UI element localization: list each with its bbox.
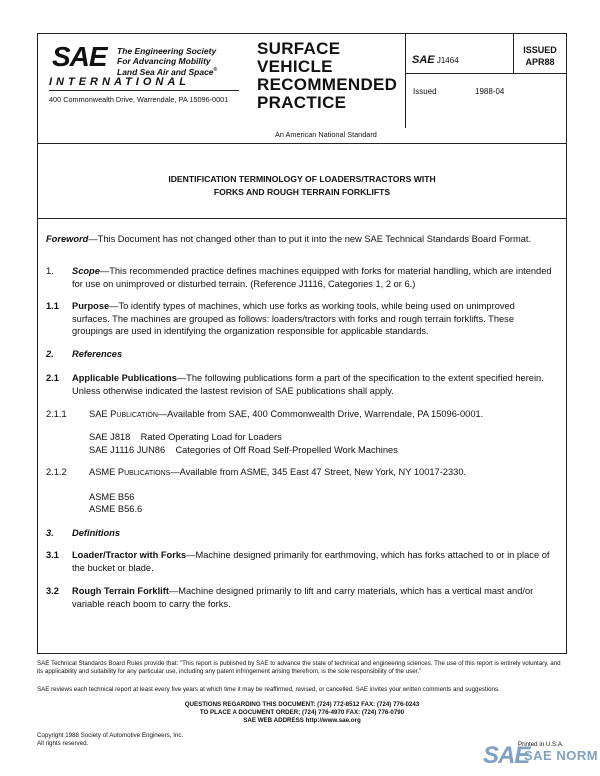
footer-rules-note: SAE Technical Standards Board Rules provide that: "This report is published by SAE to advance the state of technical and engineering sciences. The use of this report is entirely voluntary, and its applicability and suitability for any particular use, including any patent infringement arising therefrom, is the sole responsibility of the user." bbox=[37, 660, 561, 675]
footer-contact bbox=[37, 701, 567, 725]
foreword-paragraph bbox=[46, 233, 552, 246]
def-loader-number: 3.1 bbox=[46, 550, 59, 560]
foreword-text: —This Document has not changed other than to put it into the new SAE Technical Standards Board Format. bbox=[88, 234, 532, 244]
sae-logo-text: SAE bbox=[52, 41, 107, 72]
header-bottom-rule bbox=[37, 143, 567, 144]
sae-ref-j818: SAE J818 Rated Operating Load for Loaders bbox=[89, 432, 282, 442]
issued-code: APR88 bbox=[525, 57, 555, 67]
def-loader-paragraph bbox=[72, 549, 552, 574]
issued-date: 1988-04 bbox=[475, 87, 505, 96]
definitions-number: 3. bbox=[46, 528, 54, 538]
printed-in: Printed in U.S.A. bbox=[518, 741, 564, 748]
def-forklift-text: —Machine designed primarily to lift and carry materials, which has a vertical mast and/or variable reach boom to carry the forks. bbox=[72, 586, 534, 609]
footer-order: TO PLACE A DOCUMENT ORDER; (724) 776-4970 FAX: (724) 776-0790 bbox=[199, 709, 405, 716]
doc-type-line-2: VEHICLE bbox=[257, 57, 333, 76]
watermark-text: SAE NORM bbox=[524, 748, 599, 763]
footer-copyright bbox=[37, 732, 183, 748]
applicable-pubs-paragraph bbox=[72, 372, 552, 397]
title-right-rule bbox=[566, 143, 567, 219]
applicable-pubs-text: —The following publications form a part of the specification to the extent specified herein. Unless otherwise indicated the lastest revision of SAE publications shall apply. bbox=[72, 373, 544, 396]
references-heading: References bbox=[72, 349, 123, 359]
applicable-pubs-number: 2.1 bbox=[46, 373, 59, 383]
footer-web: SAE WEB ADDRESS http://www.sae.org bbox=[243, 717, 361, 724]
document-title bbox=[38, 173, 566, 199]
registered-mark: ® bbox=[213, 67, 218, 73]
doc-type-line-1: SURFACE bbox=[257, 39, 341, 58]
header-left-rule bbox=[37, 33, 38, 144]
tagline-line-2: For Advancing Mobility bbox=[117, 55, 211, 66]
header-right-rule bbox=[566, 33, 567, 144]
scope-label: Scope bbox=[72, 266, 100, 276]
tagline-line-1: The Engineering Society bbox=[117, 46, 217, 56]
asme-pub-text: —Available from ASME, 345 East 47 Street, New York, NY 10017-2330. bbox=[170, 467, 467, 477]
sae-pub-label: SAE Publication bbox=[89, 409, 158, 419]
header-divider-1 bbox=[405, 33, 406, 128]
sae-pub-paragraph bbox=[89, 408, 552, 421]
tagline-line-3: Land Sea Air and Space® bbox=[117, 66, 218, 77]
doc-number-block bbox=[412, 54, 459, 66]
copyright-line: Copyright 1988 Society of Automotive Engineers, Inc. bbox=[37, 732, 184, 739]
footer-questions: QUESTIONS REGARDING THIS DOCUMENT: (724) 772-8512 FAX: (724) 776-0243 bbox=[184, 701, 420, 708]
def-forklift-label: Rough Terrain Forklift bbox=[72, 586, 169, 596]
asme-pub-label: ASME Publications bbox=[89, 467, 171, 477]
purpose-text: —To identify types of machines, which use forks as working tools, while being used on unimproved surfaces. The machines are grouped as follows: loaders/tractors with forks and rough terrain forklifts. These groupings are used in identifying the organization responsible for applicable standards. bbox=[72, 301, 515, 336]
title-line-1: IDENTIFICATION TERMINOLOGY OF LOADERS/TRACTORS WITH bbox=[168, 174, 436, 184]
sae-pub-text: —Available from SAE, 400 Commonwealth Drive, Warrendale, PA 15096-0001. bbox=[157, 409, 484, 419]
doc-type-line-3: RECOMMENDED bbox=[257, 75, 398, 94]
scope-paragraph bbox=[72, 265, 552, 290]
asme-ref-b56: ASME B56 bbox=[89, 492, 135, 502]
footer-review-note: SAE reviews each technical report at least every five years at which time it may be reaffirmed, revised, or cancelled. SAE invites your written comments and suggestions. bbox=[37, 686, 500, 693]
sae-norm-watermark bbox=[483, 742, 600, 776]
body-bottom-rule bbox=[37, 653, 567, 654]
references-number: 2. bbox=[46, 349, 54, 359]
doc-type-line-4: PRACTICE bbox=[257, 93, 347, 112]
title-bottom-rule bbox=[37, 218, 567, 219]
def-loader-label: Loader/Tractor with Forks bbox=[72, 550, 187, 560]
applicable-pubs-label: Applicable Publications bbox=[72, 373, 177, 383]
sae-logo bbox=[52, 41, 107, 73]
sae-tagline bbox=[117, 47, 217, 77]
asme-ref-b566: ASME B56.6 bbox=[89, 504, 143, 514]
title-line-2: FORKS AND ROUGH TERRAIN FORKLIFTS bbox=[213, 187, 391, 197]
issued-label: ISSUED bbox=[523, 45, 557, 55]
body-right-rule bbox=[566, 218, 567, 654]
purpose-number: 1.1 bbox=[46, 301, 59, 311]
watermark-logo: SAE bbox=[483, 742, 530, 769]
issued-text: Issued bbox=[413, 87, 437, 96]
purpose-label: Purpose bbox=[72, 301, 110, 311]
def-forklift-paragraph bbox=[72, 585, 552, 610]
foreword-label: Foreword bbox=[46, 234, 89, 244]
sae-ref-j1116: SAE J1116 JUN86 Categories of Off Road Self-Propelled Work Machines bbox=[89, 445, 398, 455]
asme-pub-number: 2.1.2 bbox=[46, 467, 67, 477]
scope-number: 1. bbox=[46, 266, 54, 276]
sae-address: 400 Commonwealth Drive, Warrendale, PA 15096-0001 bbox=[49, 95, 229, 104]
definitions-heading: Definitions bbox=[72, 528, 121, 538]
purpose-paragraph bbox=[72, 300, 552, 338]
rights-line: All rights reserved. bbox=[37, 740, 89, 747]
doc-number: J1464 bbox=[436, 56, 459, 65]
def-loader-text: —Machine designed primarily for earthmoving, which has forks attached to or in place of the bucket or blade. bbox=[72, 550, 550, 573]
sae-pub-number: 2.1.1 bbox=[46, 409, 67, 419]
body-left-rule bbox=[37, 218, 38, 654]
standard-note: An American National Standard bbox=[275, 130, 377, 139]
asme-pub-paragraph bbox=[89, 466, 552, 479]
def-forklift-number: 3.2 bbox=[46, 586, 59, 596]
international-label: INTERNATIONAL bbox=[49, 76, 191, 88]
logo-rule bbox=[49, 90, 239, 91]
header-top-rule bbox=[37, 33, 567, 34]
scope-text: —This recommended practice defines machines equipped with forks for material handling, which are intended for use on unimproved or disturbed terrain. (Reference J1116, Categories 1, 2 or 6.) bbox=[72, 266, 552, 289]
header-divider-3 bbox=[405, 73, 567, 74]
issued-box bbox=[514, 44, 566, 68]
doc-type bbox=[257, 40, 397, 112]
doc-prefix: SAE bbox=[412, 54, 435, 66]
